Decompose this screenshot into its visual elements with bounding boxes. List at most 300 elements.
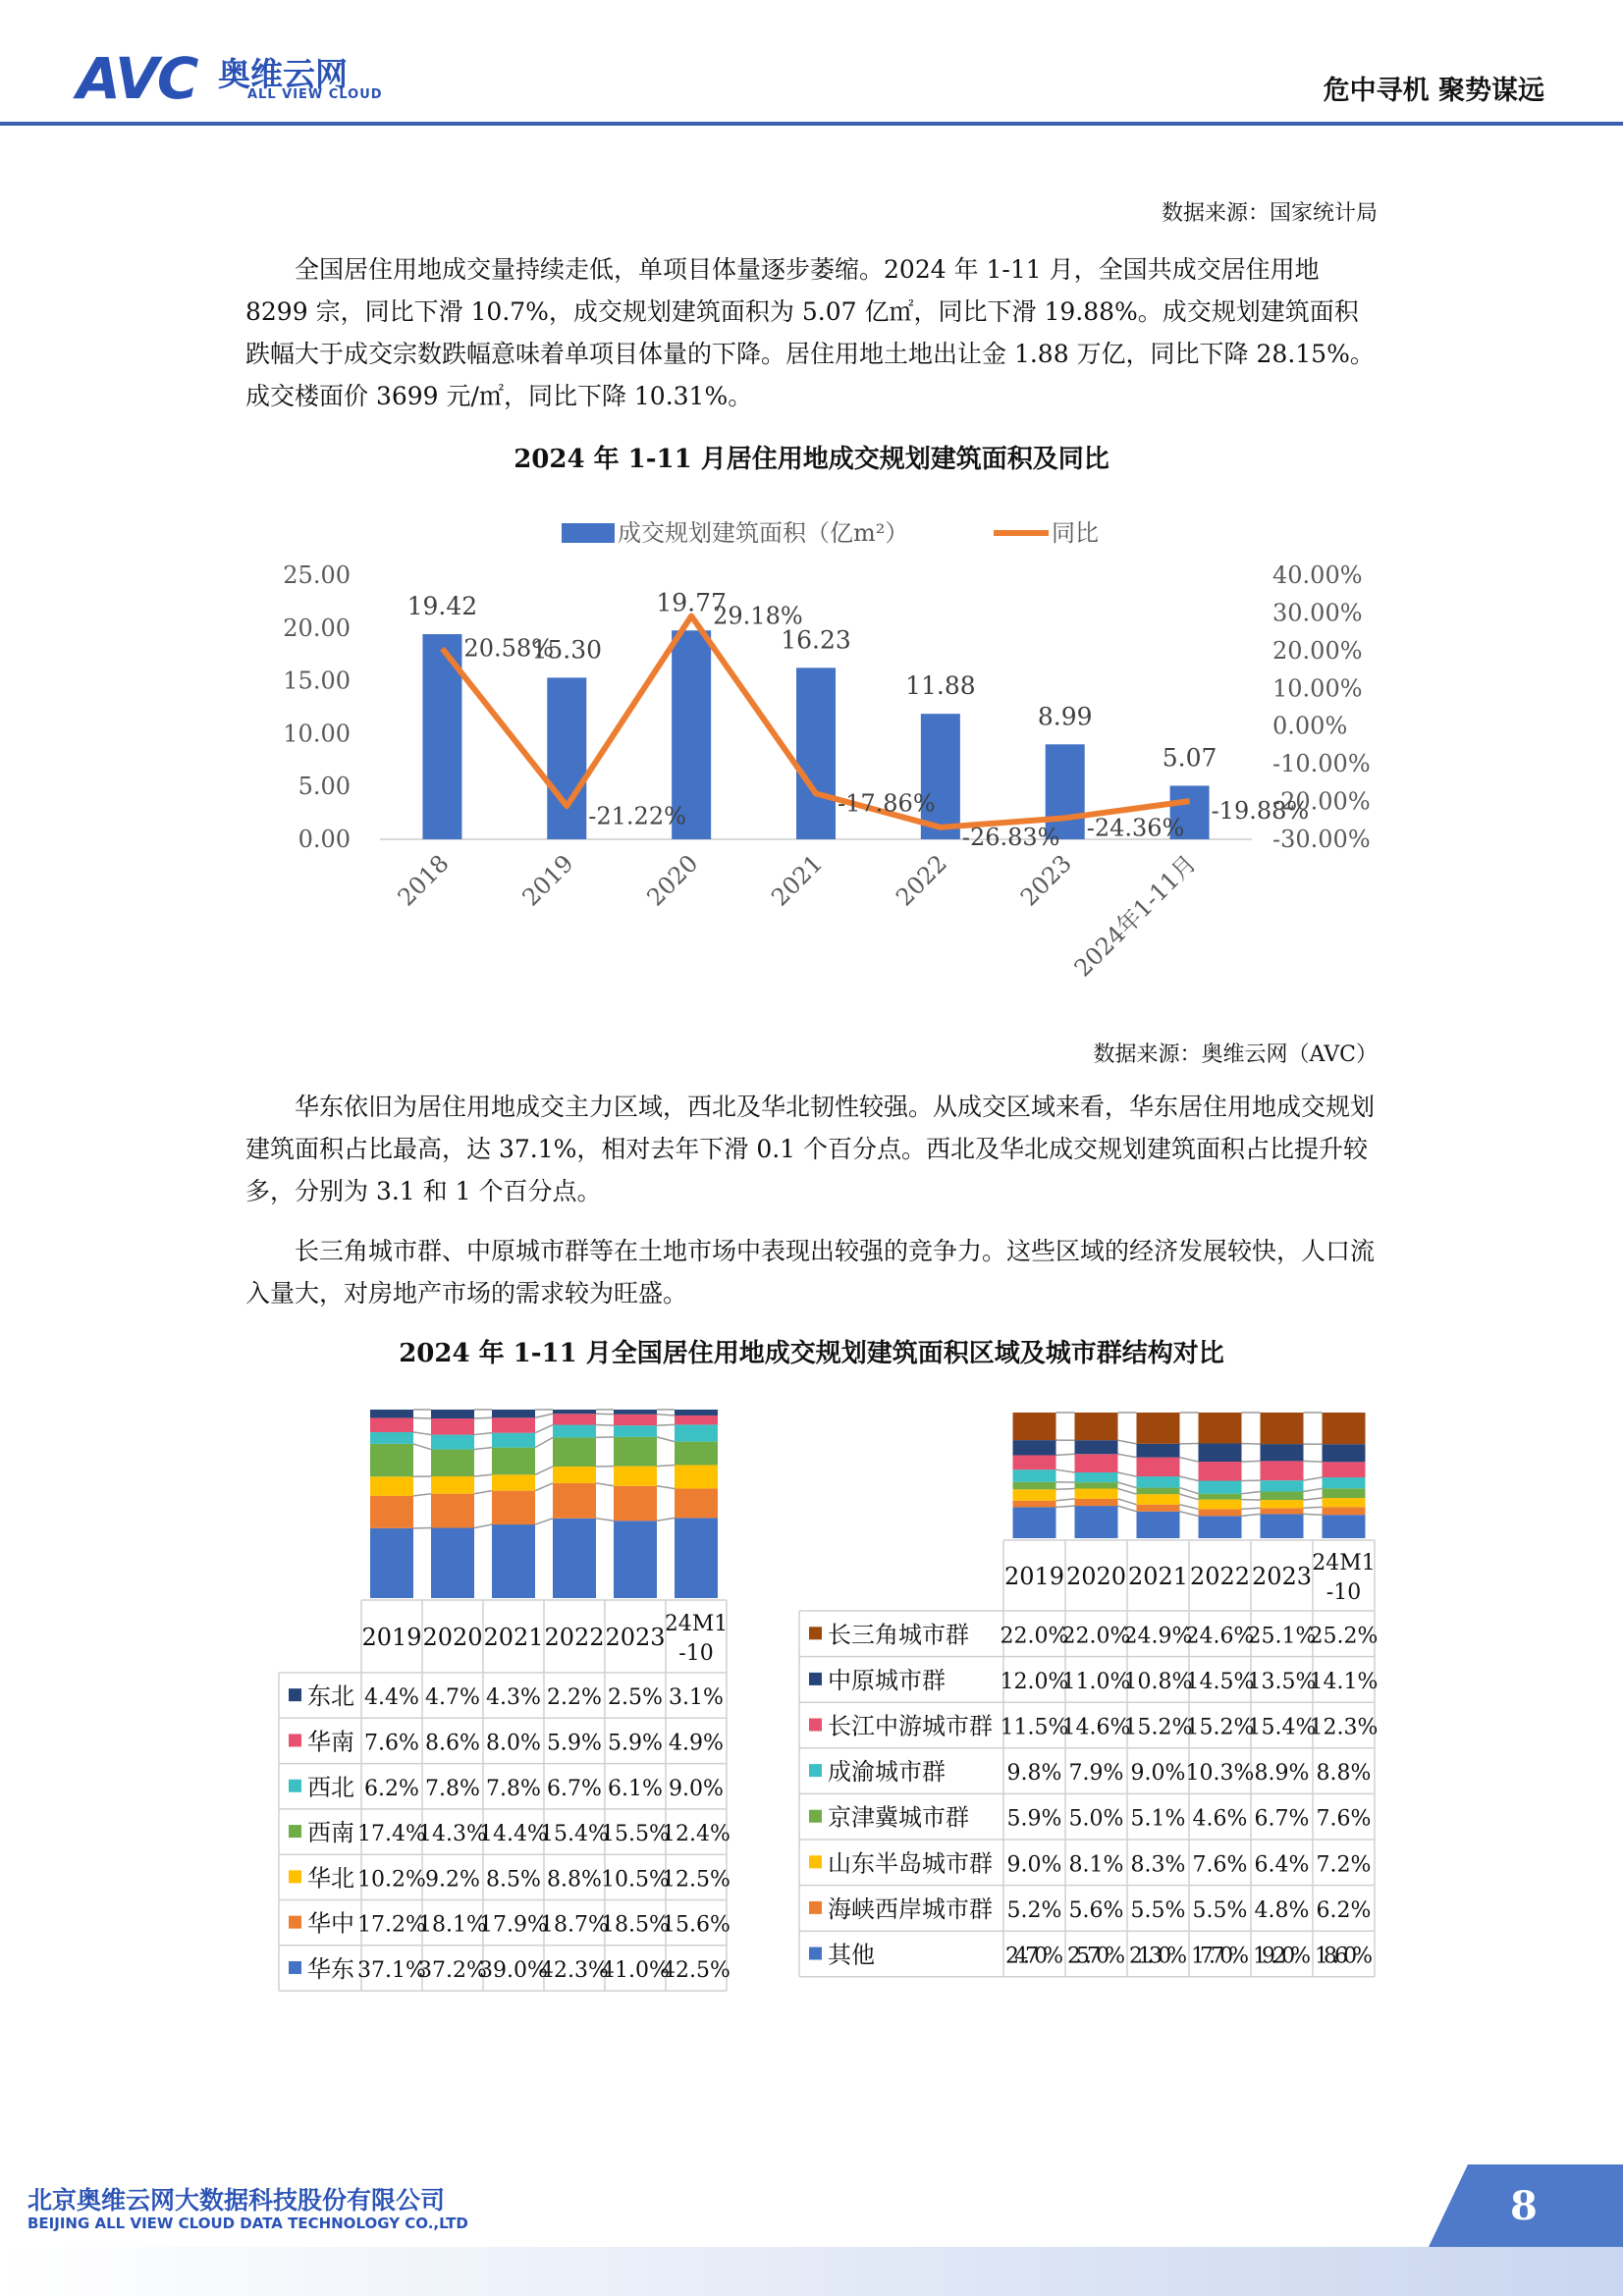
line-value-label: -17.86% (838, 789, 936, 818)
table-cell: 18.60% (1315, 1944, 1373, 1969)
stack-segment (492, 1491, 535, 1524)
stack-segment (1013, 1413, 1056, 1440)
series-connector (1180, 1505, 1199, 1510)
stack-segment (370, 1528, 413, 1598)
series-connector (1304, 1514, 1323, 1515)
stack-segment (1075, 1489, 1118, 1499)
stack-segment (1323, 1498, 1366, 1507)
stack-segment (553, 1425, 596, 1438)
stack-segment (1013, 1440, 1056, 1455)
table-cell: 14.6% (1061, 1715, 1131, 1740)
series-connector (474, 1524, 492, 1527)
y-right-tick: -20.00% (1272, 787, 1371, 816)
line-value-label: -19.88% (1211, 797, 1310, 826)
stack-segment (1261, 1444, 1304, 1461)
stack-segment (1199, 1500, 1242, 1510)
legend-swatch (809, 1673, 822, 1685)
column-header: 2022 (544, 1624, 605, 1651)
legend-swatch (289, 1825, 301, 1838)
footer-company-en: BEIJING ALL VIEW CLOUD DATA TECHNOLOGY CO.,LTD (27, 2215, 468, 2232)
table-cell: 22.0% (1000, 1624, 1069, 1649)
row-label: 华东 (307, 1954, 354, 1983)
table-cell: 37.1% (357, 1957, 426, 1983)
series-connector (1180, 1488, 1199, 1494)
column-header: 2023 (1251, 1563, 1313, 1590)
table-cell: 24.70% (1005, 1944, 1063, 1969)
stack-segment (1261, 1461, 1304, 1480)
stack-segment (1137, 1413, 1180, 1444)
row-label: 长三角城市群 (828, 1621, 969, 1649)
legend-swatch (289, 1734, 301, 1746)
bar-value-label: 8.99 (1037, 702, 1093, 731)
legend-swatch (809, 1948, 822, 1960)
table-cell: 17.70% (1191, 1944, 1249, 1969)
stack-segment (1261, 1514, 1304, 1538)
series-connector (1242, 1443, 1261, 1444)
legend-swatch (289, 1916, 301, 1929)
stack-segment (1261, 1500, 1304, 1508)
table-cell: 18.1% (418, 1912, 487, 1938)
legend-swatch (809, 1764, 822, 1777)
stack-segment (553, 1483, 596, 1519)
y-right-tick: -30.00% (1272, 826, 1371, 853)
series-connector (535, 1437, 553, 1447)
row-label: 海峡西岸城市群 (828, 1895, 993, 1923)
stack-segment (431, 1476, 474, 1494)
stack-segment (370, 1432, 413, 1444)
stack-segment (370, 1476, 413, 1496)
table-cell: 5.2% (1006, 1897, 1062, 1923)
stack-segment (675, 1424, 718, 1441)
column-header: 2020 (1065, 1563, 1127, 1590)
series-connector (1180, 1512, 1199, 1517)
x-tick-label: 2022 (891, 849, 953, 912)
table-cell: 8.1% (1068, 1852, 1124, 1878)
line-value-label: 29.18% (713, 602, 803, 630)
column-header: -10 (678, 1641, 714, 1666)
series-connector (474, 1491, 492, 1494)
table-cell: 14.3% (418, 1822, 487, 1847)
table-cell: 2.2% (547, 1685, 602, 1711)
stack-segment (1323, 1515, 1366, 1538)
stack-segment (1199, 1509, 1242, 1516)
page-number: 8 (1510, 2183, 1538, 2229)
row-label: 山东半岛城市群 (828, 1849, 993, 1878)
row-label: 华中 (307, 1909, 354, 1938)
structure-comparison-charts (0, 1394, 1623, 2002)
table-cell: 9.0% (669, 1776, 724, 1801)
stack-segment (1261, 1480, 1304, 1491)
city-cluster-structure-chart (799, 1413, 1378, 1977)
paragraph-2: 华东依旧为居住用地成交主力区域，西北及华北韧性较强。从成交区域来看，华东居住用地成交规划建筑面积占比最高，达 37.1%，相对去年下滑 0.1 个百分点。西北及华北成交规划建筑面积占比提升较多，分别为 3.1 和 1 个百分点。 (245, 1093, 1376, 1205)
stack-segment (1013, 1455, 1056, 1469)
series-connector (1056, 1469, 1075, 1472)
stack-segment (492, 1474, 535, 1490)
table-cell: 5.5% (1192, 1897, 1248, 1923)
table-cell: 21.30% (1129, 1944, 1187, 1969)
series-connector (1304, 1461, 1323, 1462)
series-connector (596, 1483, 614, 1486)
series-connector (1242, 1461, 1261, 1462)
stack-segment (1075, 1440, 1118, 1454)
table-cell: 10.3% (1185, 1761, 1255, 1787)
series-connector (1118, 1472, 1137, 1476)
stack-segment (614, 1521, 657, 1598)
series-connector (535, 1467, 553, 1474)
table-cell: 6.1% (608, 1776, 663, 1801)
column-header: 2022 (1189, 1563, 1251, 1590)
stack-segment (370, 1496, 413, 1528)
table-cell: 5.1% (1130, 1806, 1186, 1832)
series-connector (1180, 1494, 1199, 1499)
table-cell: 8.6% (425, 1731, 480, 1756)
table-cell: 14.4% (479, 1822, 548, 1847)
table-cell: 11.5% (1000, 1715, 1069, 1740)
row-label: 京津冀城市群 (828, 1803, 969, 1832)
series-connector (535, 1414, 553, 1417)
stack-segment (1075, 1413, 1118, 1440)
stack-segment (1199, 1462, 1242, 1480)
row-label: 西北 (307, 1773, 354, 1801)
series-connector (1118, 1454, 1137, 1457)
stack-segment (675, 1465, 718, 1488)
series-connector (474, 1448, 492, 1450)
column-header: -10 (1325, 1580, 1362, 1605)
table-cell: 8.5% (486, 1867, 541, 1893)
table-cell: 8.8% (547, 1867, 602, 1893)
table-cell: 7.6% (1316, 1806, 1372, 1832)
series-connector (596, 1437, 614, 1438)
stack-segment (1137, 1444, 1180, 1458)
source-note-2: 数据来源：奥维云网（AVC） (1093, 1042, 1378, 1067)
stack-segment (553, 1467, 596, 1483)
table-cell: 25.70% (1067, 1944, 1125, 1969)
stack-segment (431, 1494, 474, 1528)
stack-segment (492, 1410, 535, 1417)
column-header: 2019 (361, 1624, 422, 1651)
table-cell: 5.9% (1006, 1806, 1062, 1832)
table-cell: 12.4% (662, 1822, 730, 1847)
series-connector (1118, 1506, 1137, 1512)
table-cell: 42.3% (540, 1957, 609, 1983)
series-connector (1056, 1454, 1075, 1455)
stack-segment (1137, 1458, 1180, 1476)
stack-segment (614, 1425, 657, 1437)
table-cell: 5.0% (1068, 1806, 1124, 1832)
stack-segment (1323, 1507, 1366, 1515)
table-cell: 10.5% (601, 1867, 670, 1893)
stack-segment (675, 1410, 718, 1415)
table-cell: 7.6% (1192, 1852, 1248, 1878)
legend-swatch (289, 1961, 301, 1974)
y-left-tick: 15.00 (283, 667, 351, 695)
table-cell: 8.0% (486, 1731, 541, 1756)
area-volume-chart (0, 491, 1623, 1001)
row-label: 东北 (307, 1682, 354, 1711)
table-cell: 4.9% (669, 1731, 724, 1756)
stack-segment (1137, 1476, 1180, 1488)
paragraph-3: 长三角城市群、中原城市群等在土地市场中表现出较强的竞争力。这些区域的经济发展较快，人口流入量大，对房地产市场的需求较为旺盛。 (245, 1237, 1376, 1308)
series-connector (413, 1444, 431, 1450)
table-cell: 22.0% (1061, 1624, 1131, 1649)
stack-segment (1075, 1472, 1118, 1482)
series-connector (657, 1437, 675, 1442)
bar-value-label: 19.77 (656, 588, 727, 617)
table-cell: 17.2% (357, 1912, 426, 1938)
stack-segment (553, 1414, 596, 1424)
series-connector (413, 1432, 431, 1435)
table-cell: 7.9% (1068, 1761, 1124, 1787)
table-cell: 17.9% (479, 1912, 548, 1938)
stack-segment (1013, 1507, 1056, 1538)
stack-segment (431, 1435, 474, 1450)
legend-swatch (809, 1901, 822, 1914)
table-cell: 15.2% (1185, 1715, 1255, 1740)
series-connector (474, 1474, 492, 1476)
column-header: 24M1 (664, 1612, 729, 1636)
legend-swatch (289, 1688, 301, 1701)
table-cell: 8.9% (1254, 1761, 1310, 1787)
table-cell: 39.0% (479, 1957, 548, 1983)
table-cell: 24.9% (1123, 1624, 1193, 1649)
stack-segment (1075, 1454, 1118, 1472)
series-connector (535, 1425, 553, 1433)
stack-segment (1013, 1469, 1056, 1482)
stack-segment (553, 1437, 596, 1467)
stack-segment (1199, 1443, 1242, 1462)
x-tick-label: 2019 (516, 849, 579, 912)
table-cell: 9.0% (1130, 1761, 1186, 1787)
paragraph-1: 全国居住用地成交量持续走低，单项目体量逐步萎缩。2024 年 1-11 月，全国共成交居住用地 8299 宗，同比下滑 10.7%，成交规划建筑面积为 5.07 亿㎡，同比下滑 19.88%。成交规划建筑面积跌幅大于成交宗数跌幅意味着单项目体量的下降。居住用地土地出让金 1.88 万亿，同比下降 28.15%。成交楼面价 3699 元/㎡，同比下降 10.31%。 (245, 255, 1375, 410)
series-connector (474, 1417, 492, 1418)
series-connector (1118, 1489, 1137, 1495)
stack-segment (1137, 1488, 1180, 1495)
legend-swatch (289, 1870, 301, 1883)
table-cell: 6.7% (1254, 1806, 1310, 1832)
series-connector (657, 1465, 675, 1466)
table-cell: 12.5% (662, 1867, 730, 1893)
bar-2021 (796, 667, 836, 839)
series-connector (1056, 1489, 1075, 1490)
stack-segment (1137, 1505, 1180, 1512)
stack-segment (614, 1415, 657, 1425)
series-connector (413, 1417, 431, 1418)
x-tick-label: 2024年1-11月 (1068, 849, 1202, 983)
stack-segment (431, 1450, 474, 1476)
row-label: 长江中游城市群 (828, 1712, 993, 1740)
table-cell: 41.0% (601, 1957, 670, 1983)
stack-segment (614, 1467, 657, 1486)
y-right-tick: 10.00% (1272, 674, 1363, 703)
table-cell: 24.6% (1185, 1624, 1255, 1649)
y-left-tick: 5.00 (298, 773, 351, 801)
legend-swatch (809, 1627, 822, 1639)
header-divider (0, 122, 1623, 126)
series-connector (1304, 1477, 1323, 1480)
table-cell: 10.2% (357, 1867, 426, 1893)
table-cell: 15.4% (540, 1822, 609, 1847)
legend-line-label: 同比 (1052, 519, 1099, 547)
stack-segment (1075, 1499, 1118, 1506)
stack-segment (1323, 1462, 1366, 1477)
line-value-label: -24.36% (1086, 814, 1185, 842)
line-value-label: -21.22% (588, 802, 686, 830)
stack-segment (1137, 1512, 1180, 1538)
series-connector (535, 1519, 553, 1524)
row-label: 华北 (307, 1864, 354, 1893)
table-cell: 37.2% (418, 1957, 487, 1983)
bar-value-label: 11.88 (905, 671, 976, 701)
stack-segment (1199, 1494, 1242, 1500)
stack-segment (1323, 1477, 1366, 1488)
legend-bar-swatch (562, 523, 615, 543)
x-tick-label: 2021 (766, 849, 829, 912)
table-cell: 5.5% (1130, 1897, 1186, 1923)
bar-2019 (547, 677, 586, 839)
stack-segment (1137, 1494, 1180, 1505)
footer-company-cn: 北京奥维云网大数据科技股份有限公司 (27, 2186, 446, 2215)
table-cell: 17.4% (357, 1822, 426, 1847)
column-header: 2021 (483, 1624, 544, 1651)
chart-2-title: 2024 年 1-11 月全国居住用地成交规划建筑面积区域及城市群结构对比 (399, 1339, 1224, 1368)
stack-segment (1013, 1501, 1056, 1508)
region-structure-chart (279, 1410, 730, 1991)
table-cell: 4.3% (486, 1685, 541, 1711)
stack-segment (1323, 1488, 1366, 1498)
stack-segment (431, 1418, 474, 1435)
series-connector (413, 1494, 431, 1496)
column-header: 2020 (422, 1624, 483, 1651)
stack-segment (1261, 1508, 1304, 1514)
table-cell: 9.2% (425, 1867, 480, 1893)
table-cell: 9.0% (1006, 1852, 1062, 1878)
y-left-tick: 10.00 (283, 720, 351, 748)
y-left-tick: 25.00 (283, 561, 351, 589)
table-cell: 12.3% (1309, 1715, 1379, 1740)
column-header: 24M1 (1312, 1551, 1376, 1575)
legend-swatch (809, 1855, 822, 1868)
table-cell: 25.2% (1309, 1624, 1379, 1649)
stack-segment (492, 1417, 535, 1432)
series-connector (474, 1433, 492, 1435)
stack-segment (553, 1519, 596, 1598)
table-cell: 18.7% (540, 1912, 609, 1938)
series-connector (657, 1424, 675, 1425)
table-cell: 15.4% (1247, 1715, 1317, 1740)
table-cell: 5.9% (608, 1731, 663, 1756)
bar-value-label: 16.23 (781, 625, 851, 655)
series-connector (1304, 1507, 1323, 1508)
stack-segment (1199, 1516, 1242, 1538)
source-note-1: 数据来源：国家统计局 (1161, 201, 1378, 226)
table-cell: 4.8% (1254, 1897, 1310, 1923)
table-cell: 2.5% (608, 1685, 663, 1711)
logo-en: ALL VIEW CLOUD (247, 87, 383, 102)
table-cell: 14.5% (1185, 1669, 1255, 1694)
table-cell: 14.1% (1309, 1669, 1379, 1694)
table-cell: 15.5% (601, 1822, 670, 1847)
logo-avc: AVC (77, 45, 197, 112)
stack-segment (1261, 1413, 1304, 1444)
table-cell: 6.2% (364, 1776, 419, 1801)
row-label: 华南 (307, 1728, 354, 1756)
stack-segment (1075, 1482, 1118, 1488)
series-connector (1118, 1440, 1137, 1444)
stack-segment (675, 1415, 718, 1424)
stack-segment (370, 1444, 413, 1476)
y-right-tick: 0.00% (1272, 712, 1348, 740)
stack-segment (492, 1448, 535, 1475)
bar-value-label: 15.30 (531, 635, 603, 665)
column-header: 2021 (1127, 1563, 1189, 1590)
table-cell: 25.1% (1247, 1624, 1317, 1649)
logo-cn: 奥维云网 (218, 55, 348, 93)
table-cell: 8.8% (1316, 1761, 1372, 1787)
table-cell: 7.2% (1316, 1852, 1372, 1878)
line-value-label: 20.58% (463, 634, 554, 663)
bar-value-label: 19.42 (406, 592, 478, 621)
table-cell: 7.6% (364, 1731, 419, 1756)
stack-segment (614, 1437, 657, 1467)
y-right-tick: 30.00% (1272, 599, 1363, 627)
table-cell: 4.4% (364, 1685, 419, 1711)
table-cell: 3.1% (669, 1685, 724, 1711)
series-connector (596, 1425, 614, 1426)
series-connector (657, 1518, 675, 1521)
series-connector (1242, 1508, 1261, 1509)
table-cell: 12.0% (1000, 1669, 1069, 1694)
legend-bar-label: 成交规划建筑面积（亿m²） (618, 519, 909, 547)
header-slogan: 危中寻机 聚势谋远 (1323, 76, 1544, 106)
column-header: 2019 (1003, 1563, 1065, 1590)
series-connector (1118, 1482, 1137, 1487)
table-cell: 8.3% (1130, 1852, 1186, 1878)
legend-swatch (809, 1810, 822, 1823)
stack-segment (1075, 1506, 1118, 1538)
stack-segment (614, 1486, 657, 1522)
stack-segment (675, 1488, 718, 1518)
series-connector (1118, 1499, 1137, 1505)
table-cell: 19.20% (1253, 1944, 1311, 1969)
table-cell: 7.8% (486, 1776, 541, 1801)
bar-2022 (921, 714, 960, 839)
stack-segment (675, 1442, 718, 1466)
y-right-tick: 40.00% (1272, 561, 1363, 589)
stack-segment (492, 1433, 535, 1448)
y-right-tick: 20.00% (1272, 636, 1363, 665)
stack-segment (675, 1518, 718, 1598)
y-left-tick: 20.00 (283, 614, 351, 642)
stack-segment (1013, 1489, 1056, 1501)
legend-swatch (809, 1719, 822, 1732)
series-connector (657, 1486, 675, 1489)
stack-segment (1013, 1482, 1056, 1490)
x-tick-label: 2023 (1014, 849, 1077, 912)
series-connector (1304, 1488, 1323, 1491)
series-connector (1304, 1498, 1323, 1500)
row-label: 中原城市群 (828, 1666, 946, 1694)
table-cell: 4.6% (1192, 1806, 1248, 1832)
legend-swatch (289, 1780, 301, 1792)
stack-segment (1199, 1413, 1242, 1443)
table-cell: 13.5% (1247, 1669, 1317, 1694)
series-connector (1242, 1492, 1261, 1494)
stack-segment (492, 1524, 535, 1598)
stack-segment (1323, 1444, 1366, 1462)
series-connector (1180, 1476, 1199, 1480)
stack-segment (1323, 1413, 1366, 1444)
stack-segment (553, 1410, 596, 1414)
